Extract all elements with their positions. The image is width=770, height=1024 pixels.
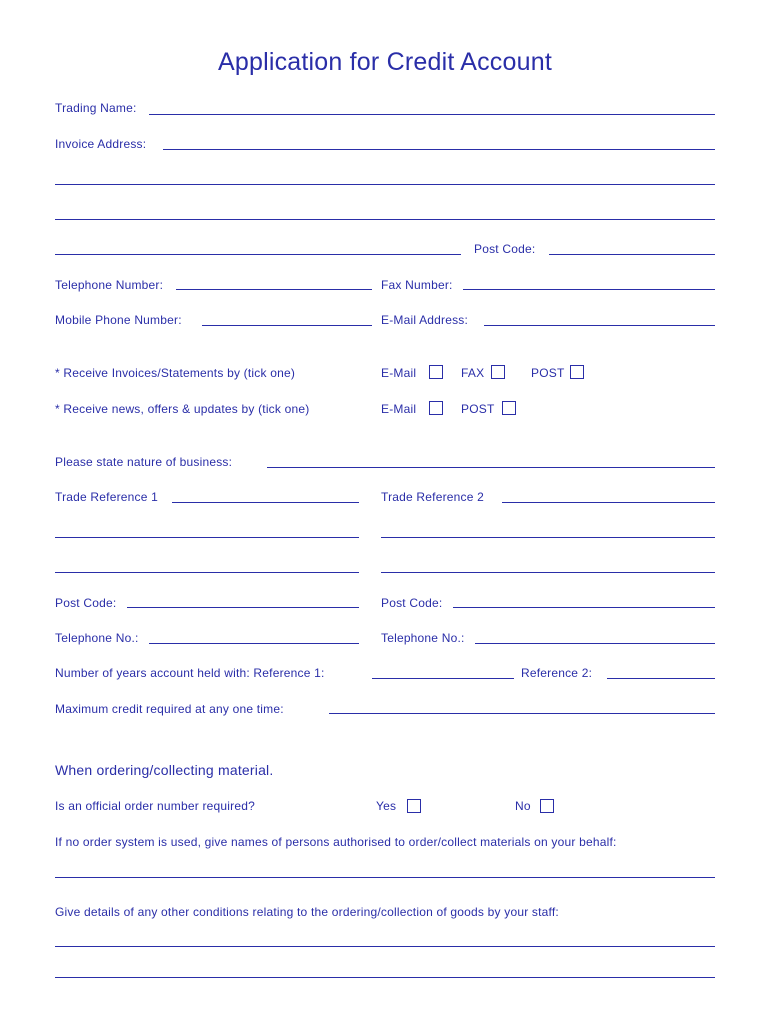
ordering-heading: When ordering/collecting material.	[55, 762, 274, 778]
email-address-label: E-Mail Address:	[381, 313, 469, 327]
telephone-number-field[interactable]	[176, 289, 372, 290]
news-email-label: E-Mail	[381, 402, 417, 416]
invoices-fax-label: FAX	[461, 366, 485, 380]
order-number-question: Is an official order number required?	[55, 799, 255, 813]
ref1-post-code-label: Post Code:	[55, 596, 117, 610]
invoices-email-label: E-Mail	[381, 366, 417, 380]
ref1-telephone-label: Telephone No.:	[55, 631, 139, 645]
post-code-label: Post Code:	[474, 242, 536, 256]
authorised-persons-field[interactable]	[55, 877, 715, 878]
fax-number-field[interactable]	[463, 289, 715, 290]
telephone-number-label: Telephone Number:	[55, 278, 164, 292]
max-credit-label: Maximum credit required at any one time:	[55, 702, 284, 716]
invoices-post-label: POST	[531, 366, 565, 380]
invoice-address-field-3[interactable]	[55, 219, 715, 220]
mobile-phone-field[interactable]	[202, 325, 372, 326]
fax-number-label: Fax Number:	[381, 278, 453, 292]
order-number-yes-checkbox[interactable]	[407, 799, 421, 813]
trade-reference-2-label: Trade Reference 2	[381, 490, 485, 504]
news-preference-label: * Receive news, offers & updates by (tick one)	[55, 402, 310, 416]
ref2-post-code-label: Post Code:	[381, 596, 443, 610]
nature-of-business-label: Please state nature of business:	[55, 455, 233, 469]
post-code-field[interactable]	[549, 254, 715, 255]
trade-reference-1-label: Trade Reference 1	[55, 490, 159, 504]
order-number-yes-label: Yes	[376, 799, 397, 813]
trade-reference-2-address-1[interactable]	[381, 537, 715, 538]
max-credit-field[interactable]	[329, 713, 715, 714]
trade-reference-2-field[interactable]	[502, 502, 715, 503]
invoice-address-field-2[interactable]	[55, 184, 715, 185]
conditions-question: Give details of any other conditions relating to the ordering/collection of goods by your staff:	[55, 905, 559, 919]
news-post-label: POST	[461, 402, 495, 416]
ref1-post-code-field[interactable]	[127, 607, 359, 608]
years-held-ref1-field[interactable]	[372, 678, 514, 679]
order-number-no-checkbox[interactable]	[540, 799, 554, 813]
trading-name-label: Trading Name:	[55, 101, 137, 115]
years-held-label: Number of years account held with: Reference 1:	[55, 666, 325, 680]
invoices-post-checkbox[interactable]	[570, 365, 584, 379]
news-post-checkbox[interactable]	[502, 401, 516, 415]
mobile-phone-label: Mobile Phone Number:	[55, 313, 182, 327]
trade-reference-1-address-1[interactable]	[55, 537, 359, 538]
trading-name-field[interactable]	[149, 114, 715, 115]
trade-reference-1-field[interactable]	[172, 502, 359, 503]
conditions-field-2[interactable]	[55, 977, 715, 978]
conditions-field-1[interactable]	[55, 946, 715, 947]
authorised-persons-question: If no order system is used, give names of persons authorised to order/collect materials on your behalf:	[55, 835, 617, 849]
years-held-ref2-label: Reference 2:	[521, 666, 593, 680]
invoice-address-label: Invoice Address:	[55, 137, 147, 151]
invoices-email-checkbox[interactable]	[429, 365, 443, 379]
email-address-field[interactable]	[484, 325, 715, 326]
invoices-fax-checkbox[interactable]	[491, 365, 505, 379]
ref1-telephone-field[interactable]	[149, 643, 359, 644]
page-title: Application for Credit Account	[218, 48, 552, 76]
news-email-checkbox[interactable]	[429, 401, 443, 415]
nature-of-business-field[interactable]	[267, 467, 715, 468]
trade-reference-1-address-2[interactable]	[55, 572, 359, 573]
order-number-no-label: No	[515, 799, 531, 813]
trade-reference-2-address-2[interactable]	[381, 572, 715, 573]
invoices-preference-label: * Receive Invoices/Statements by (tick one)	[55, 366, 296, 380]
ref2-telephone-label: Telephone No.:	[381, 631, 465, 645]
ref2-telephone-field[interactable]	[475, 643, 715, 644]
invoice-address-field-4[interactable]	[55, 254, 461, 255]
ref2-post-code-field[interactable]	[453, 607, 715, 608]
invoice-address-field-1[interactable]	[163, 149, 715, 150]
years-held-ref2-field[interactable]	[607, 678, 715, 679]
